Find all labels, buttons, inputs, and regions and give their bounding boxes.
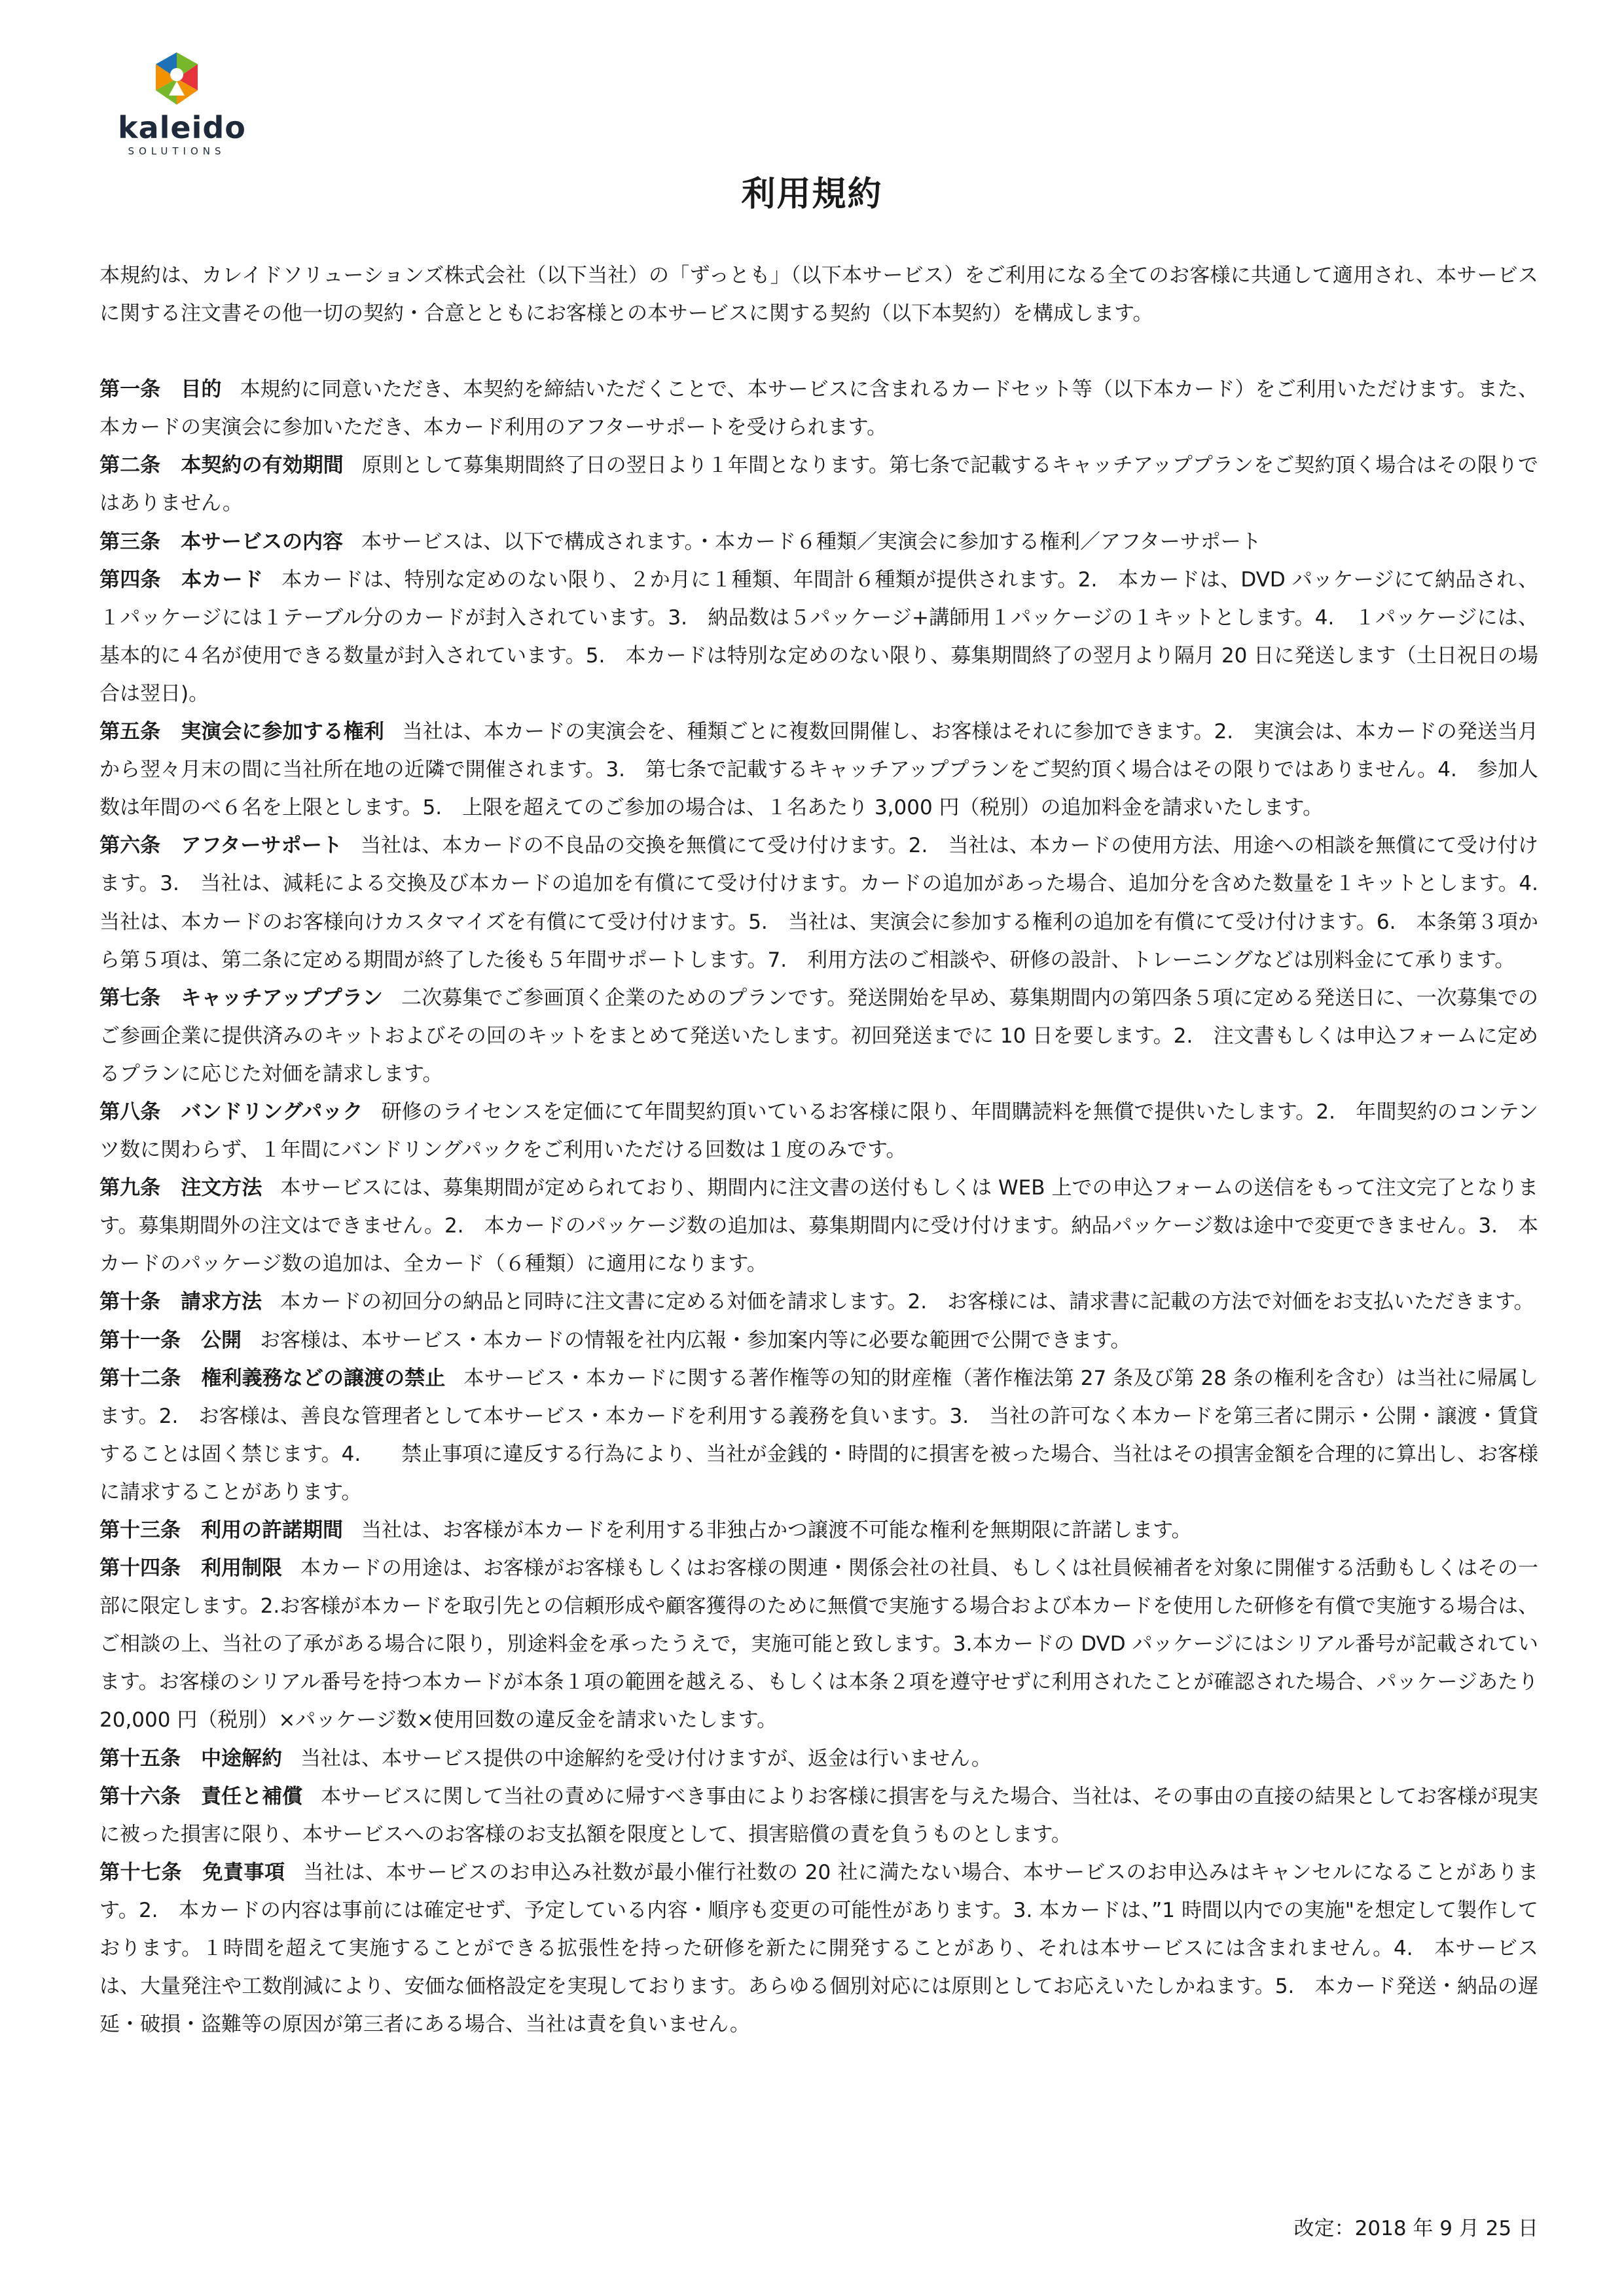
article-title: 第五条 実演会に参加する権利 bbox=[99, 720, 384, 744]
page-title: 利用規約 bbox=[741, 175, 883, 214]
article-paragraph bbox=[99, 1854, 1538, 2043]
article-title: 第四条 本カード bbox=[99, 567, 264, 592]
article-title: 第十七条 免責事項 bbox=[99, 1860, 285, 1884]
article-paragraph bbox=[99, 561, 1538, 713]
article-paragraph bbox=[99, 1169, 1538, 1283]
article-title: 第十二条 権利義務などの譲渡の禁止 bbox=[99, 1366, 446, 1390]
article-title: 第十六条 責任と補償 bbox=[99, 1784, 303, 1808]
revision-date: 改定：2018 年 9 月 25 日 bbox=[1293, 2217, 1538, 2240]
article-body: 当社は、本サービス提供の中途解約を受け付けますが、返金は行いません。 bbox=[300, 1746, 992, 1770]
article-title: 第一条 目的 bbox=[99, 378, 222, 402]
article-body: 本カードの用途は、お客様がお客様もしくはお客様の関連・関係会社の社員、もしくは社員候補者を対象に開催する活動もしくはその一部に限定します。2.お客様が本カードを取引先との信頼形成や顧客獲得のために無償で実施する場合および本カードを使用した研修を有償で実施する場合は、ご相談の上、当社の了承がある場合に限り，別途料金を承ったうえで，実施可能と致します。3.本カードの DVD パッケージにはシリアル番号が記載されています。お客様のシリアル番号を持つ本カードが本条１項の範囲を越える、もしくは本条２項を遵守せずに利用されたことが確認された場合、パッケージあたり 20,000 円（税別）×パッケージ数×使用回数の違反金を請求いたします。 bbox=[99, 1556, 1538, 1732]
article-body: 本規約に同意いただき、本契約を締結いただくことで、本サービスに含まれるカードセット等（以下本カード）をご利用いただけます。また、本カードの実演会に参加いただき、本カード利用のアフターサポートを受けられます。 bbox=[99, 378, 1538, 440]
article-paragraph bbox=[99, 979, 1538, 1093]
company-logo bbox=[118, 52, 246, 170]
article-body: 研修のライセンスを定価にて年間契約頂いているお客様に限り、年間購読料を無償で提供いたします。2. 年間契約のコンテンツ数に関わらず、１年間にバンドリングパックをご利用いただける回数は１度のみです。 bbox=[99, 1100, 1538, 1162]
article-paragraph bbox=[99, 1549, 1538, 1739]
article-paragraph bbox=[99, 827, 1559, 978]
article-paragraph bbox=[99, 1511, 1538, 1549]
article-body: 本サービスに関して当社の責めに帰すべき事由によりお客様に損害を与えた場合、当社は、その事由の直接の結果としてお客様が現実に被った損害に限り、本サービスへのお客様のお支払額を限度として、損害賠償の責を負うものとします。 bbox=[99, 1784, 1539, 1846]
article-paragraph bbox=[99, 370, 1538, 446]
article-paragraph bbox=[99, 523, 1538, 561]
intro-paragraph: 本規約は、カレイドソリューションズ株式会社（以下当社）の「ずっとも」（以下本サービス）をご利用になる全てのお客様に共通して適用され、本サービスに関する注文書その他一切の契約・合意とともにお客様との本サービスに関する契約（以下本契約）を構成します。 bbox=[99, 264, 1538, 326]
terms-body bbox=[99, 257, 1559, 2043]
article-paragraph bbox=[99, 1778, 1538, 1854]
article-body: 本サービスは、以下で構成されます。・本カード６種類／実演会に参加する権利／アフターサポート bbox=[361, 529, 1261, 554]
article-body: 原則として募集期間終了日の翌日より１年間となります。第七条で記載するキャッチアッププランをご契約頂く場合はその限りではありません。 bbox=[99, 454, 1539, 516]
logo-subtitle: SOLUTIONS bbox=[128, 145, 226, 157]
article-body: 二次募集でご参画頂く企業のためのプランです。発送開始を早め、募集期間内の第四条５項に定める発送日に、一次募集でのご参画企業に提供済みのキットおよびその回のキットをまとめて発送いたします。初回発送までに 10 日を要します。2. 注文書もしくは申込フォームに定めるプランに応じた対価を請求します。 bbox=[99, 986, 1538, 1086]
article-title: 第三条 本サービスの内容 bbox=[99, 529, 343, 554]
article-paragraph bbox=[99, 446, 1538, 522]
article-title: 第八条 バンドリングパック bbox=[99, 1100, 363, 1124]
article-title: 第二条 本契約の有効期間 bbox=[99, 454, 344, 478]
article-body: 本カードの初回分の納品と同時に注文書に定める対価を請求します。2. お客様には、請求書に記載の方法で対価をお支払いただきます。 bbox=[280, 1290, 1534, 1314]
article-body: お客様は、本サービス・本カードの情報を社内広報・参加案内等に必要な範囲で公開できます。 bbox=[260, 1328, 1131, 1352]
article-title: 第十三条 利用の許諾期間 bbox=[99, 1518, 343, 1542]
article-title: 第七条 キャッチアッププラン bbox=[99, 986, 384, 1010]
article-title: 第十条 請求方法 bbox=[99, 1290, 262, 1314]
article-body: 本サービス・本カードに関する著作権等の知的財産権（著作権法第 27 条及び第 28 条の権利を含む）は当社に帰属します。2. お客様は、善良な管理者として本サービス・本カードを利用する義務を負います。3. 当社の許可なく本カードを第三者に開示・公開・譲渡・賃貸することは固く禁じます。4. 禁止事項に違反する行為により、当社が金銭的・時間的に損害を被った場合、当社はその損害金額を合理的に算出し、お客様に請求することがあります。 bbox=[99, 1366, 1538, 1504]
article-body: 本サービスには、募集期間が定められており、期間内に注文書の送付もしくは WEB 上での申込フォームの送信をもって注文完了となります。募集期間外の注文はできません。2. 本カードのパッケージ数の追加は、募集期間内に受け付けます。納品パッケージ数は途中で変更できません。3. 本カードのパッケージ数の追加は、全カード（６種類）に適用になります。 bbox=[99, 1176, 1538, 1276]
article-paragraph bbox=[99, 1740, 1538, 1778]
article-body: 当社は、お客様が本カードを利用する非独占かつ譲渡不可能な権利を無期限に許諾します。 bbox=[361, 1518, 1192, 1542]
article-body: 本カードは、特別な定めのない限り、２か月に１種類、年間計６種類が提供されます。2. 本カードは、DVD パッケージにて納品され、１パッケージには１テーブル分のカードが封入されています。3. 納品数は５パッケージ+講師用１パッケージの１キットとします。4. １パッケージには、基本的に４名が使用できる数量が封入されています。5. 本カードは特別な定めのない限り、募集期間終了の翌月より隔月 20 日に発送します（土日祝日の場合は翌日)。 bbox=[99, 567, 1538, 706]
article-title: 第十五条 中途解約 bbox=[99, 1746, 282, 1770]
article-paragraph bbox=[99, 1321, 1538, 1359]
article-title: 第九条 注文方法 bbox=[99, 1176, 262, 1200]
article-body: 当社は、本サービスのお申込み社数が最小催行社数の 20 社に満たない場合、本サービスのお申込みはキャンセルになることがあります。2. 本カードの内容は事前には確定せず、予定している内容・順序も変更の可能性があります。3. 本カードは、”1 時間以内での実施"を想定して製作しております。１時間を超えて実施することができる拡張性を持った研修を新たに開発することがあり、それは本サービスには含まれません。4. 本サービスは、大量発注や工数削減により、安価な価格設定を実現しております。あらゆる個別対応には原則としてお応えいたしかねます。5. 本カード発送・納品の遅延・破損・盗難等の原因が第三者にある場合、当社は責を負いません。 bbox=[99, 1860, 1538, 2037]
articles-list bbox=[99, 370, 1559, 2043]
article-paragraph bbox=[99, 1359, 1538, 1511]
article-title: 第十一条 公開 bbox=[99, 1328, 242, 1352]
article-body: 当社は、本カードの不良品の交換を無償にて受け付けます。2. 当社は、本カードの使用方法、用途への相談を無償にて受け付けます。3. 当社は、減耗による交換及び本カードの追加を有償にて受け付けます。カードの追加があった場合、追加分を含めた数量を１キットとします。4. 当社は、本カードのお客様向けカスタマイズを有償にて受け付けます。5. 当社は、実演会に参加する権利の追加を有償にて受け付けます。6. 本条第３項から第５項は、第二条に定める期間が終了した後も５年間サポートします。7. 利用方法のご相談や、研修の設計、トレーニングなどは別料金にて承ります。 bbox=[99, 834, 1559, 972]
article-paragraph bbox=[99, 1093, 1538, 1169]
article-paragraph bbox=[99, 713, 1538, 827]
article-title: 第六条 アフターサポート bbox=[99, 834, 342, 858]
article-paragraph bbox=[99, 1283, 1538, 1321]
article-body: 当社は、本カードの実演会を、種類ごとに複数回開催し、お客様はそれに参加できます。2. 実演会は、本カードの発送当月から翌々月末の間に当社所在地の近隣で開催されます。3. 第七条で記載するキャッチアッププランをご契約頂く場合はその限りではありません。4. 参加人数は年間のべ６名を上限とします。5. 上限を超えてのご参加の場合は、１名あたり 3,000 円（税別）の追加料金を請求いたします。 bbox=[99, 720, 1539, 820]
article-title: 第十四条 利用制限 bbox=[99, 1556, 282, 1581]
kaleido-logo-icon bbox=[151, 52, 203, 105]
logo-wordmark: kaleido bbox=[118, 110, 246, 145]
